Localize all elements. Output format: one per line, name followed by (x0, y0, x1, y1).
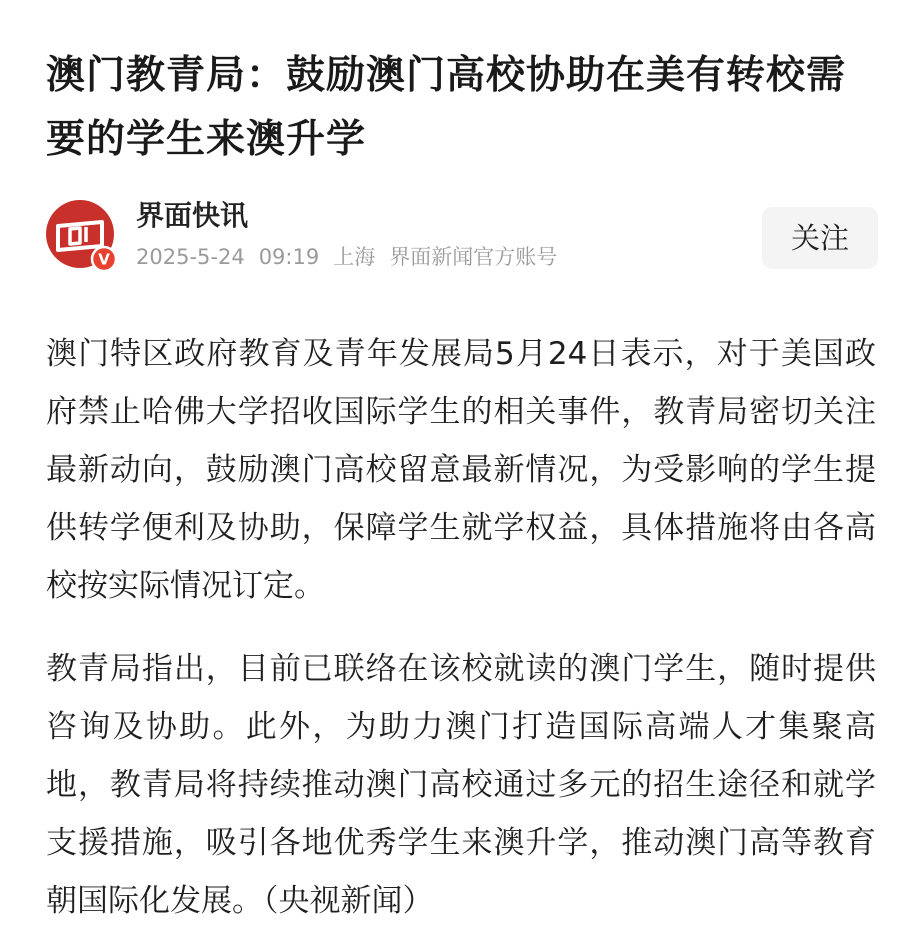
post-location: 上海 (333, 245, 376, 269)
article-paragraph: 澳门特区政府教育及青年发展局5月24日表示，对于美国政府禁止哈佛大学招收国际学生的相关事件，教青局密切关注最新动向，鼓励澳门高校留意最新情况，为受影响的学生提供转学便利及协助，保障学生就学权益，具体措施将由各高校按实际情况订定。 (46, 336, 876, 604)
article-title: 澳门教青局：鼓励澳门高校协助在美有转校需要的学生来澳升学 (46, 53, 847, 162)
follow-button[interactable]: 关注 (762, 207, 878, 269)
post-meta (136, 242, 557, 272)
verified-badge-label: V (98, 250, 110, 269)
account-type: 界面新闻官方账号 (389, 245, 558, 269)
post-date: 2025-5-24 (136, 245, 245, 269)
verified-badge (92, 247, 116, 271)
article-paragraph: 教青局指出，目前已联络在该校就读的澳门学生，随时提供咨询及协助。此外，为助力澳门打造国际高端人才集聚高地，教青局将持续推动澳门高校通过多元的招生途径和就学支援措施，吸引各地优秀学生来澳升学，推动澳门高等教育朝国际化发展。（央视新闻） (46, 651, 876, 919)
post-time: 09:19 (258, 245, 320, 269)
author-avatar[interactable] (46, 200, 118, 272)
author-name[interactable]: 界面快讯 (136, 199, 249, 232)
jiemian-logo-icon (46, 200, 118, 272)
